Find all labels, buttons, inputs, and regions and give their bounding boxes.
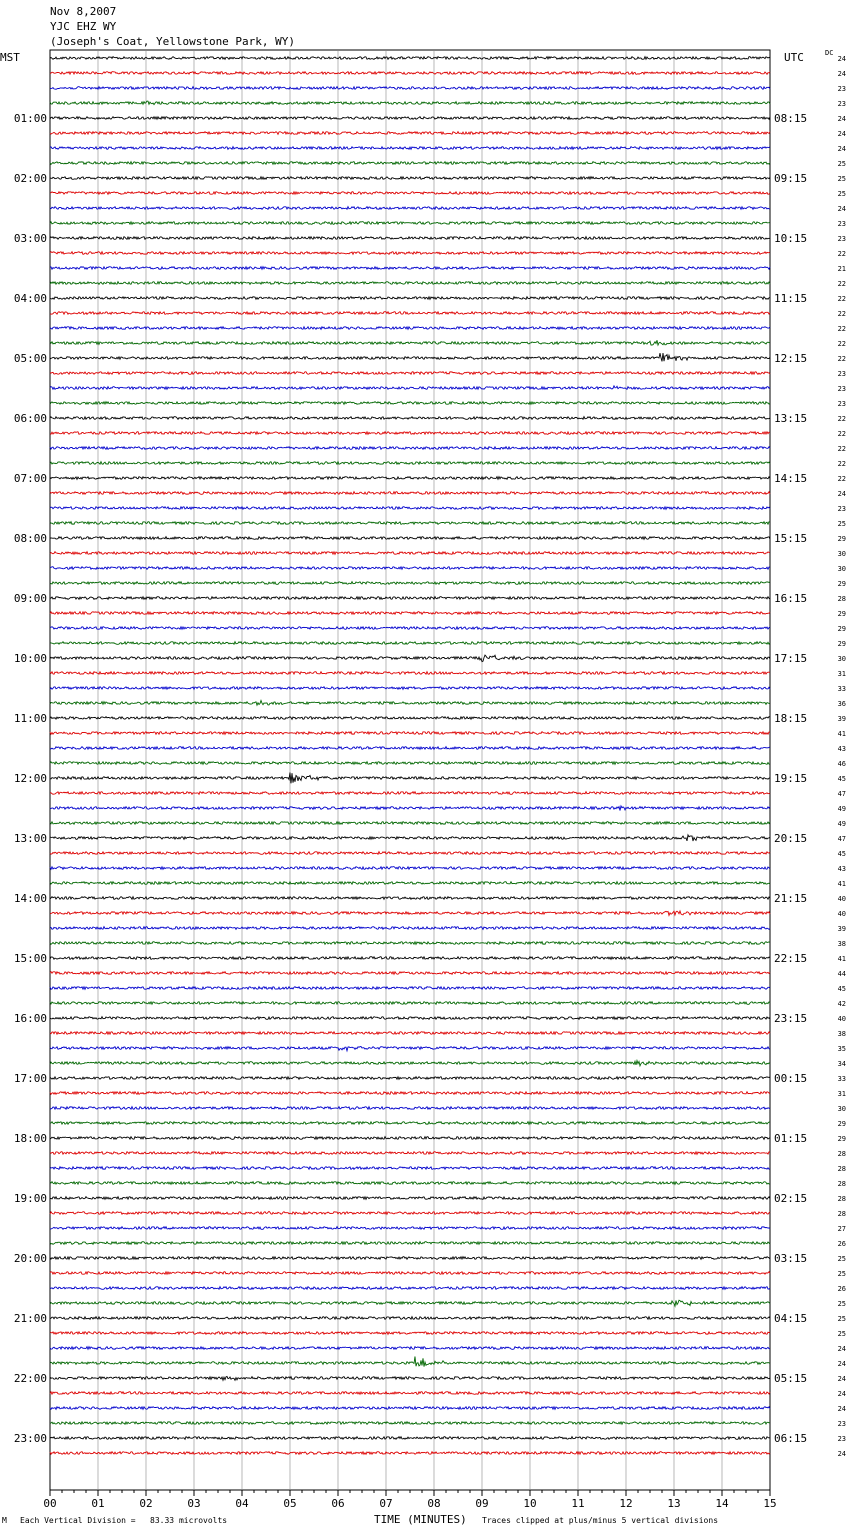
utc-hour-label: 18:15 — [774, 712, 808, 725]
x-tick-label: 10 — [523, 1497, 537, 1510]
seismic-trace — [50, 627, 770, 630]
dc-offset-label: 49 — [837, 820, 846, 828]
x-tick-label: 04 — [235, 1497, 249, 1510]
dc-offset-label: 28 — [837, 1210, 846, 1218]
seismic-trace — [50, 597, 770, 600]
utc-hour-label: 05:15 — [774, 1372, 808, 1385]
mst-hour-label: 08:00 — [13, 532, 47, 545]
seismic-trace — [50, 507, 770, 510]
x-tick-label: 08 — [427, 1497, 441, 1510]
dc-offset-label: 29 — [837, 1135, 846, 1143]
seismic-trace — [50, 492, 770, 495]
station-location: (Joseph's Coat, Yellowstone Park, WY) — [50, 35, 296, 48]
seismic-trace — [50, 1287, 770, 1290]
utc-hour-label: 15:15 — [774, 532, 808, 545]
seismic-trace — [50, 672, 770, 675]
x-tick-label: 09 — [475, 1497, 489, 1510]
seismic-trace — [50, 282, 770, 285]
utc-hour-label: 03:15 — [774, 1252, 808, 1265]
dc-offset-label: 30 — [837, 1105, 846, 1113]
seismic-trace — [50, 1167, 770, 1170]
dc-offset-label: 31 — [837, 1090, 846, 1098]
seismic-trace — [50, 1061, 770, 1066]
seismic-trace — [50, 1257, 770, 1260]
seismic-trace — [50, 852, 770, 855]
dc-offset-label: 24 — [837, 1390, 846, 1398]
seismic-trace — [50, 867, 770, 870]
seismic-trace — [50, 882, 770, 885]
mst-hour-label: 18:00 — [13, 1132, 47, 1145]
dc-offset-label: 27 — [837, 1225, 846, 1233]
dc-offset-label: 26 — [837, 1285, 846, 1293]
dc-offset-label: 41 — [837, 730, 846, 738]
dc-offset-label: 41 — [837, 880, 846, 888]
dc-offset-label: 23 — [837, 400, 846, 408]
dc-offset-label: 49 — [837, 805, 846, 813]
dc-offset-label: 24 — [837, 205, 846, 213]
seismic-trace — [50, 386, 770, 390]
dc-offset-label: 22 — [837, 250, 846, 258]
seismic-trace — [50, 312, 770, 315]
dc-offset-label: 40 — [837, 1015, 846, 1023]
dc-offset-label: 24 — [837, 1375, 846, 1383]
seismic-trace — [50, 655, 770, 662]
seismic-trace — [50, 1182, 770, 1185]
seismic-trace — [50, 957, 770, 960]
dc-offset-label: 23 — [837, 235, 846, 243]
seismic-trace — [50, 1242, 770, 1245]
seismic-trace — [50, 1422, 770, 1425]
seismic-trace — [50, 567, 770, 570]
dc-offset-label: 23 — [837, 370, 846, 378]
dc-offset-label: 24 — [837, 55, 846, 63]
dc-offset-label: 24 — [837, 490, 846, 498]
seismic-trace — [50, 340, 770, 345]
plot-date: Nov 8,2007 — [50, 5, 117, 18]
mst-hour-label: 04:00 — [13, 292, 47, 305]
utc-hour-label: 19:15 — [774, 772, 808, 785]
dc-offset-label: 25 — [837, 1255, 846, 1263]
mst-hour-label: 20:00 — [13, 1252, 47, 1265]
utc-hour-label: 13:15 — [774, 412, 808, 425]
dc-offset-label: 23 — [837, 100, 846, 108]
dc-offset-label: 23 — [837, 1420, 846, 1428]
seismic-trace — [50, 447, 770, 450]
mst-hour-label: 15:00 — [13, 952, 47, 965]
seismic-trace — [50, 1107, 770, 1110]
seismic-trace — [50, 1347, 770, 1350]
dc-offset-label: 28 — [837, 1195, 846, 1203]
dc-offset-label: 25 — [837, 1300, 846, 1308]
seismic-trace — [50, 1122, 770, 1125]
dc-offset-label: 24 — [837, 1345, 846, 1353]
seismic-trace — [50, 1317, 770, 1320]
seismic-trace — [50, 72, 770, 75]
utc-hour-label: 20:15 — [774, 832, 808, 845]
dc-offset-label: 34 — [837, 1060, 846, 1068]
dc-offset-label: 22 — [837, 295, 846, 303]
x-tick-label: 15 — [763, 1497, 777, 1510]
seismic-trace — [50, 147, 770, 150]
seismic-trace — [50, 417, 770, 420]
dc-offset-label: 43 — [837, 865, 846, 873]
seismic-trace — [50, 911, 770, 915]
seismic-trace — [50, 192, 770, 195]
seismic-trace — [50, 222, 770, 225]
seismic-trace — [50, 1032, 770, 1035]
mst-hour-label: 16:00 — [13, 1012, 47, 1025]
dc-offset-label: 29 — [837, 580, 846, 588]
corner-mark: M — [2, 1516, 7, 1525]
mst-hour-label: 10:00 — [13, 652, 47, 665]
seismic-trace — [50, 1077, 770, 1080]
dc-offset-label: 30 — [837, 655, 846, 663]
dc-offset-label: 24 — [837, 1450, 846, 1458]
seismic-trace — [50, 432, 770, 435]
seismic-trace — [50, 1452, 770, 1455]
mst-hour-label: 13:00 — [13, 832, 47, 845]
seismic-trace — [50, 687, 770, 690]
dc-offset-label: 45 — [837, 775, 846, 783]
dc-offset-label: 23 — [837, 385, 846, 393]
seismic-trace — [50, 835, 770, 841]
dc-offset-label: 21 — [837, 265, 846, 273]
dc-offset-label: 28 — [837, 1165, 846, 1173]
seismic-trace — [50, 1392, 770, 1395]
dc-offset-label: 28 — [837, 1180, 846, 1188]
dc-offset-label: 30 — [837, 565, 846, 573]
utc-hour-label: 01:15 — [774, 1132, 808, 1145]
x-tick-label: 13 — [667, 1497, 681, 1510]
utc-hour-label: 04:15 — [774, 1312, 808, 1325]
seismic-trace — [50, 806, 770, 811]
seismic-trace — [50, 1272, 770, 1275]
dc-offset-label: 23 — [837, 1435, 846, 1443]
utc-hour-label: 16:15 — [774, 592, 808, 605]
mst-hour-label: 23:00 — [13, 1432, 47, 1445]
dc-offset-label: 22 — [837, 460, 846, 468]
seismic-trace — [50, 747, 770, 750]
seismic-trace — [50, 1437, 770, 1440]
dc-offset-label: 41 — [837, 955, 846, 963]
mst-hour-label: 19:00 — [13, 1192, 47, 1205]
dc-offset-label: 22 — [837, 415, 846, 423]
dc-offset-label: 47 — [837, 835, 846, 843]
dc-offset-label: 26 — [837, 1240, 846, 1248]
dc-offset-label: 42 — [837, 1000, 846, 1008]
dc-offset-label: 23 — [837, 85, 846, 93]
dc-offset-label: 30 — [837, 550, 846, 558]
seismic-trace — [50, 162, 770, 165]
dc-offset-label: 40 — [837, 895, 846, 903]
mst-hour-label: 12:00 — [13, 772, 47, 785]
utc-hour-label: 06:15 — [774, 1432, 808, 1445]
dc-offset-label: 24 — [837, 1405, 846, 1413]
dc-offset-label: 24 — [837, 70, 846, 78]
seismic-trace — [50, 701, 770, 706]
utc-hour-label: 14:15 — [774, 472, 808, 485]
seismic-trace — [50, 612, 770, 615]
seismic-trace — [50, 1092, 770, 1095]
utc-hour-label: 09:15 — [774, 172, 808, 185]
seismic-trace — [50, 252, 770, 255]
seismic-trace — [50, 1152, 770, 1155]
seismic-trace — [50, 1017, 770, 1020]
dc-offset-label: 47 — [837, 790, 846, 798]
utc-hour-label: 10:15 — [774, 232, 808, 245]
mst-hour-label: 09:00 — [13, 592, 47, 605]
right-timezone-label: UTC — [784, 51, 804, 64]
seismic-trace — [50, 297, 770, 300]
seismic-trace — [50, 773, 770, 784]
seismic-trace — [50, 402, 770, 405]
seismic-trace — [50, 642, 770, 645]
dc-offset-label: 23 — [837, 505, 846, 513]
utc-hour-label: 00:15 — [774, 1072, 808, 1085]
left-timezone-label: MST — [0, 51, 20, 64]
dc-offset-label: 31 — [837, 670, 846, 678]
dc-offset-label: 25 — [837, 175, 846, 183]
dc-offset-label: 22 — [837, 310, 846, 318]
dc-offset-label: 24 — [837, 1360, 846, 1368]
utc-hour-label: 12:15 — [774, 352, 808, 365]
seismic-trace — [50, 582, 770, 585]
utc-hour-label: 11:15 — [774, 292, 808, 305]
seismic-trace — [50, 1357, 770, 1367]
x-tick-label: 03 — [187, 1497, 201, 1510]
dc-offset-label: 28 — [837, 595, 846, 603]
dc-offset-label: 33 — [837, 1075, 846, 1083]
seismic-trace — [50, 927, 770, 930]
seismic-trace — [50, 732, 770, 735]
dc-offset-label: 22 — [837, 355, 846, 363]
seismic-trace — [50, 267, 770, 270]
dc-offset-label: 25 — [837, 1330, 846, 1338]
seismic-trace — [50, 207, 770, 210]
mst-hour-label: 06:00 — [13, 412, 47, 425]
dc-offset-label: 23 — [837, 220, 846, 228]
mst-hour-label: 03:00 — [13, 232, 47, 245]
seismic-trace — [50, 1407, 770, 1410]
seismic-trace — [50, 177, 770, 180]
mst-hour-label: 02:00 — [13, 172, 47, 185]
x-tick-label: 02 — [139, 1497, 153, 1510]
seismic-trace — [50, 462, 770, 465]
dc-offset-label: 25 — [837, 160, 846, 168]
dc-offset-label: 36 — [837, 700, 846, 708]
x-tick-label: 11 — [571, 1497, 585, 1510]
utc-hour-label: 17:15 — [774, 652, 808, 665]
dc-offset-label: 22 — [837, 445, 846, 453]
seismic-trace — [50, 762, 770, 765]
utc-hour-label: 08:15 — [774, 112, 808, 125]
seismic-trace — [50, 1211, 770, 1214]
scale-note: Each Vertical Division = 83.33 microvolts — [20, 1516, 228, 1525]
seismic-trace — [50, 132, 770, 135]
seismic-trace — [50, 822, 770, 825]
seismic-trace — [50, 353, 770, 361]
dc-offset-label: 46 — [837, 760, 846, 768]
dc-offset-label: 22 — [837, 430, 846, 438]
x-tick-label: 06 — [331, 1497, 345, 1510]
dc-column-label: DC — [825, 49, 834, 57]
dc-offset-label: 29 — [837, 625, 846, 633]
station-code: YJC EHZ WY — [50, 20, 117, 33]
dc-offset-label: 24 — [837, 115, 846, 123]
x-tick-label: 01 — [91, 1497, 105, 1510]
seismic-trace — [50, 897, 770, 900]
mst-hour-label: 14:00 — [13, 892, 47, 905]
dc-offset-label: 25 — [837, 1315, 846, 1323]
mst-hour-label: 22:00 — [13, 1372, 47, 1385]
dc-offset-label: 45 — [837, 985, 846, 993]
seismic-trace — [50, 792, 770, 795]
seismic-trace — [50, 237, 770, 240]
seismic-trace — [50, 987, 770, 990]
dc-offset-label: 39 — [837, 925, 846, 933]
seismic-trace — [50, 1377, 770, 1381]
seismic-trace — [50, 1002, 770, 1005]
x-tick-label: 07 — [379, 1497, 393, 1510]
seismic-trace — [50, 537, 770, 540]
dc-offset-label: 22 — [837, 340, 846, 348]
utc-hour-label: 21:15 — [774, 892, 808, 905]
utc-hour-label: 22:15 — [774, 952, 808, 965]
dc-offset-label: 45 — [837, 850, 846, 858]
dc-offset-label: 40 — [837, 910, 846, 918]
dc-offset-label: 22 — [837, 280, 846, 288]
seismic-trace — [50, 972, 770, 975]
mst-hour-label: 07:00 — [13, 472, 47, 485]
dc-offset-label: 28 — [837, 1150, 846, 1158]
dc-offset-label: 43 — [837, 745, 846, 753]
dc-offset-label: 25 — [837, 190, 846, 198]
x-tick-label: 12 — [619, 1497, 633, 1510]
dc-offset-label: 29 — [837, 535, 846, 543]
seismic-trace — [50, 552, 770, 555]
seismic-trace — [50, 942, 770, 945]
seismic-trace — [50, 1047, 770, 1051]
seismic-trace — [50, 87, 770, 90]
dc-offset-label: 29 — [837, 610, 846, 618]
utc-hour-label: 02:15 — [774, 1192, 808, 1205]
x-tick-label: 05 — [283, 1497, 297, 1510]
seismic-trace — [50, 1332, 770, 1335]
x-tick-label: 14 — [715, 1497, 729, 1510]
mst-hour-label: 11:00 — [13, 712, 47, 725]
seismic-trace — [50, 101, 770, 105]
seismic-trace — [50, 327, 770, 330]
clip-note: Traces clipped at plus/minus 5 vertical divisions — [482, 1516, 719, 1525]
dc-offset-label: 22 — [837, 325, 846, 333]
dc-offset-label: 25 — [837, 1270, 846, 1278]
dc-offset-label: 35 — [837, 1045, 846, 1053]
mst-hour-label: 05:00 — [13, 352, 47, 365]
seismic-trace — [50, 1137, 770, 1140]
seismic-trace — [50, 1227, 770, 1230]
utc-hour-label: 23:15 — [774, 1012, 808, 1025]
seismic-trace — [50, 1197, 770, 1200]
dc-offset-label: 29 — [837, 1120, 846, 1128]
dc-offset-label: 24 — [837, 130, 846, 138]
x-axis-title: TIME (MINUTES) — [374, 1513, 467, 1526]
dc-offset-label: 39 — [837, 715, 846, 723]
seismic-trace — [50, 372, 770, 375]
mst-hour-label: 17:00 — [13, 1072, 47, 1085]
dc-offset-label: 38 — [837, 940, 846, 948]
seismic-trace — [50, 477, 770, 480]
dc-offset-label: 29 — [837, 640, 846, 648]
dc-offset-label: 22 — [837, 475, 846, 483]
mst-hour-label: 01:00 — [13, 112, 47, 125]
x-tick-label: 00 — [43, 1497, 57, 1510]
dc-offset-label: 33 — [837, 685, 846, 693]
dc-offset-label: 44 — [837, 970, 846, 978]
dc-offset-label: 24 — [837, 145, 846, 153]
seismic-trace — [50, 522, 770, 525]
dc-offset-label: 25 — [837, 520, 846, 528]
dc-offset-label: 38 — [837, 1030, 846, 1038]
seismic-trace — [50, 57, 770, 60]
seismic-trace — [50, 117, 770, 120]
seismic-trace — [50, 717, 770, 720]
mst-hour-label: 21:00 — [13, 1312, 47, 1325]
seismic-trace — [50, 1300, 770, 1306]
